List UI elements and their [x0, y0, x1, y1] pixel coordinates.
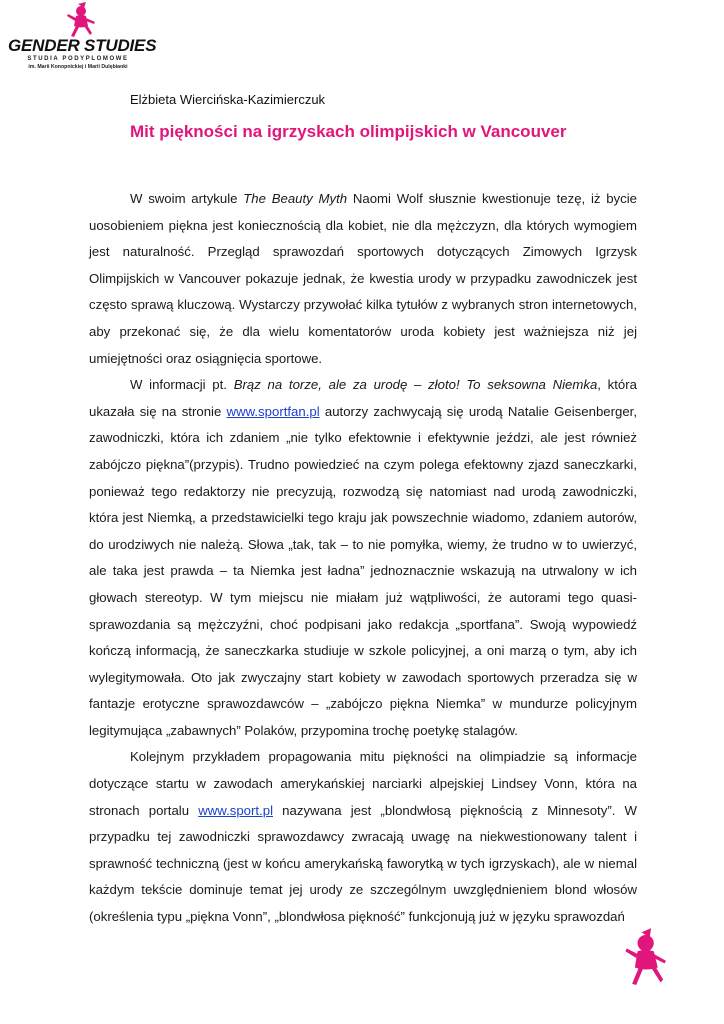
author-name: Elżbieta Wiercińska-Kazimierczuk	[130, 92, 326, 107]
logo-subtitle: STUDIA PODYPLOMOWE	[27, 56, 129, 62]
book-title: The Beauty Myth	[243, 191, 348, 206]
paragraph-text: autorzy zachwycają się urodą Natalie Geisenberger, zawodniczki, która ich zdaniem „nie tylko efektownie i efektywnie jeździ, ale jest również zabójczo piękna”(przypis). Trudno powiedzieć na czym polega efektowny zjazd saneczkarki, ponieważ tego redaktorzy nie precyzują, rozwodzą się natomiast nad urodą zawodniczki, która jest Niemką, a przedstawicielki tego kraju jak powszechnie wiadomo, zdaniem autorów, do urodziwych nie należą. Słowa „tak, tak – to nie pomyłka, wiemy, że trudno w to uwierzyć, ale taka jest prawda – ta Niemka jest ładna” jednoznacznie wskazują na utrwalony w ich głowach stereotyp. W tym miejscu nie miałam już wątpliwości, że autorami tego quasi-sprawozdania są mężczyźni, choć podpisani jako redakcja „sportfana”. Swoją wypowiedź kończą informacją, że saneczkarka studiuje w szkole policyjnej, a oni marzą o tym, aby ich wylegitymowała. Oto jak zwyczajny start kobiety w zawodach sportowych przeradza się w fantazje erotyczne sprawozdawców – „zabójczo piękna Niemka” w mundurze policyjnym legitymująca „zabawnych” Polaków, przypomina trochę poetykę stalagów.	[89, 403, 637, 738]
article-body	[89, 186, 637, 931]
logo-title: GENDER STUDIES	[8, 36, 157, 55]
dancing-figure-icon	[624, 928, 670, 988]
paragraph-3	[89, 744, 637, 930]
paragraph-text: , która ukazała się na stronie	[89, 377, 637, 419]
paragraph-2	[89, 372, 637, 744]
paragraph-1	[89, 186, 637, 372]
quoted-article-title: Brąz na torze, ale za urodę – złoto! To seksowna Niemka	[233, 377, 598, 393]
article-title: Mit piękności na igrzyskach olimpijskich w Vancouver	[130, 122, 567, 141]
paragraph-text: W swoim artykule	[130, 191, 244, 206]
paragraph-text: W informacji pt.	[130, 377, 234, 393]
gender-studies-logo	[8, 2, 157, 76]
sportfan-link[interactable]: www.sportfan.pl	[226, 403, 320, 419]
paragraph-text: Naomi Wolf słusznie kwestionuje tezę, iż bycie uosobieniem piękna jest koniecznością dla kobiet, nie dla mężczyzn, dla których wymogiem jest naturalność. Przegląd sprawozdań sportowych dotyczących Zimowych Igrzysk Olimpijskich w Vancouver pokazuje jednak, że kwestia urody w przypadku zawodniczek jest często sprawą kluczową. Wystarczy przywołać kilka tytułów z wybranych stron internetowych, aby przekonać się, że dla wielu komentatorów uroda kobiety jest ważniejsza niż jej umiejętności oraz osiągnięcia sportowe.	[89, 191, 638, 366]
paragraph-text: nazywana jest „blondwłosą pięknością z Minnesoty”. W przypadku tej zawodniczki sprawozdawcy zwracają uwagę na niekwestionowany talent i sprawność techniczną (jest w końcu amerykańską faworytką w tych igrzyskach), ale w niemal każdym tekście dominuje temat jej urody ze szczególnym uwzględnieniem blond włosów (określenia typu „piękna Vonn”, „blondwłosa piękność” funkcjonują już w języku sprawozdań	[89, 802, 637, 925]
dancing-figure-icon	[64, 2, 98, 38]
sport-pl-link[interactable]: www.sport.pl	[198, 802, 274, 818]
logo-dedication: im. Marii Konopnickiej i Marii Dulębianki	[28, 64, 128, 70]
paragraph-text: Kolejnym przykładem propagowania mitu piękności na olimpiadzie są informacje dotyczące startu w zawodach amerykańskiej narciarki alpejskiej Lindsey Vonn, która na stronach portalu	[89, 749, 637, 818]
